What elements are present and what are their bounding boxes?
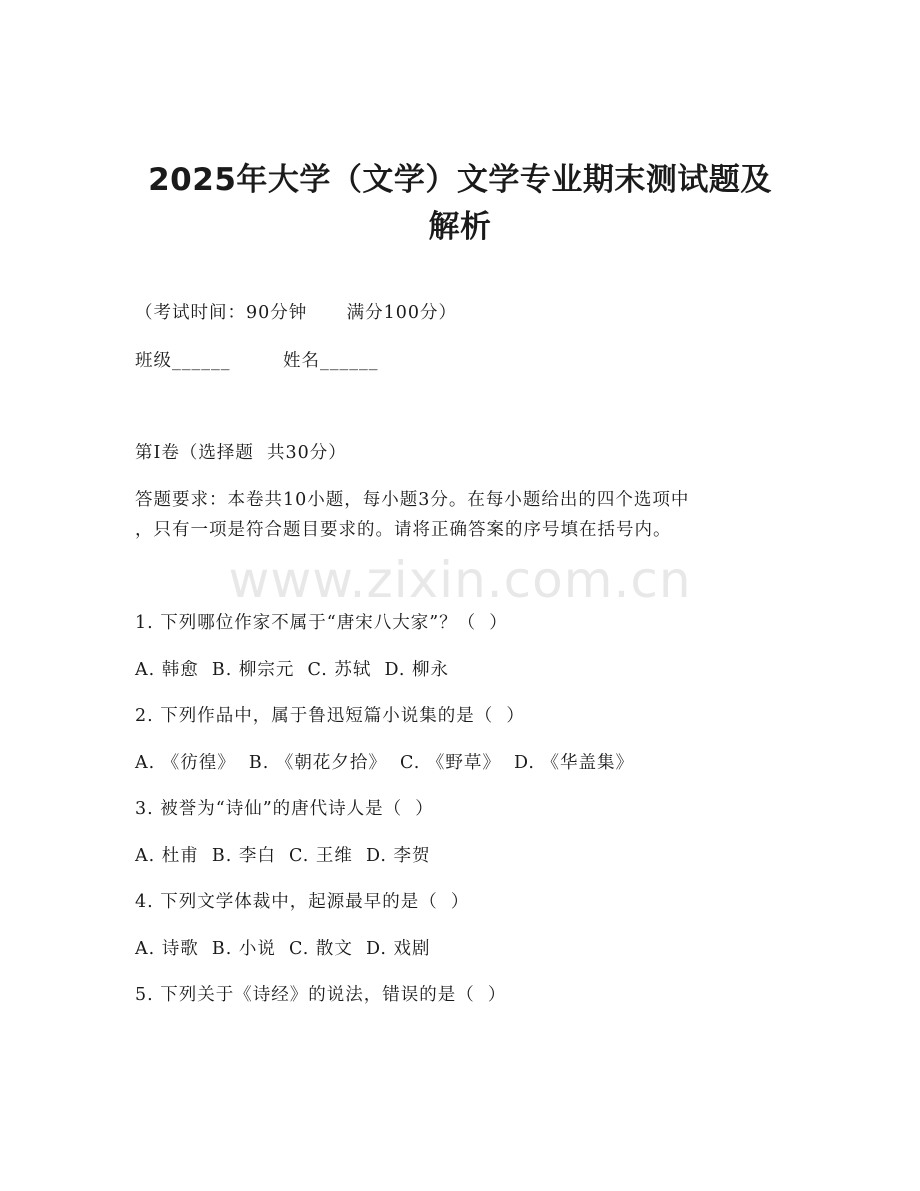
question-2-options: A. 《彷徨》 B. 《朝花夕拾》 C. 《野草》 D. 《华盖集》 [135,753,635,773]
exam-info: （考试时间：90分钟 满分100分） [135,303,458,323]
class-name-fields: 班级______ 姓名______ [135,351,379,371]
question-1-stem: 1. 下列哪位作家不属于“唐宋八大家”？（ ） [135,613,508,633]
question-4-options: A. 诗歌 B. 小说 C. 散文 D. 戏剧 [135,939,431,959]
instructions-line-1: 答题要求：本卷共10小题，每小题3分。在每小题给出的四个选项中 [135,490,690,510]
question-3-stem: 3. 被誉为“诗仙”的唐代诗人是（ ） [135,799,434,819]
question-4-stem: 4. 下列文学体裁中，起源最早的是（ ） [135,892,470,912]
instructions-line-2: ，只有一项是符合题目要求的。请将正确答案的序号填在括号内。 [135,520,672,540]
question-5-stem: 5. 下列关于《诗经》的说法，错误的是（ ） [135,985,507,1005]
section-heading: 第Ⅰ卷（选择题 共30分） [135,443,347,463]
question-2-stem: 2. 下列作品中，属于鲁迅短篇小说集的是（ ） [135,706,525,726]
document-title-line-2: 解析 [428,209,492,245]
watermark: www.zixin.com.cn [228,551,692,609]
question-3-options: A. 杜甫 B. 李白 C. 王维 D. 李贺 [135,846,431,866]
document-title-line-1: 2025年大学（文学）文学专业期末测试题及 [148,162,772,198]
question-1-options: A. 韩愈 B. 柳宗元 C. 苏轼 D. 柳永 [135,660,450,680]
